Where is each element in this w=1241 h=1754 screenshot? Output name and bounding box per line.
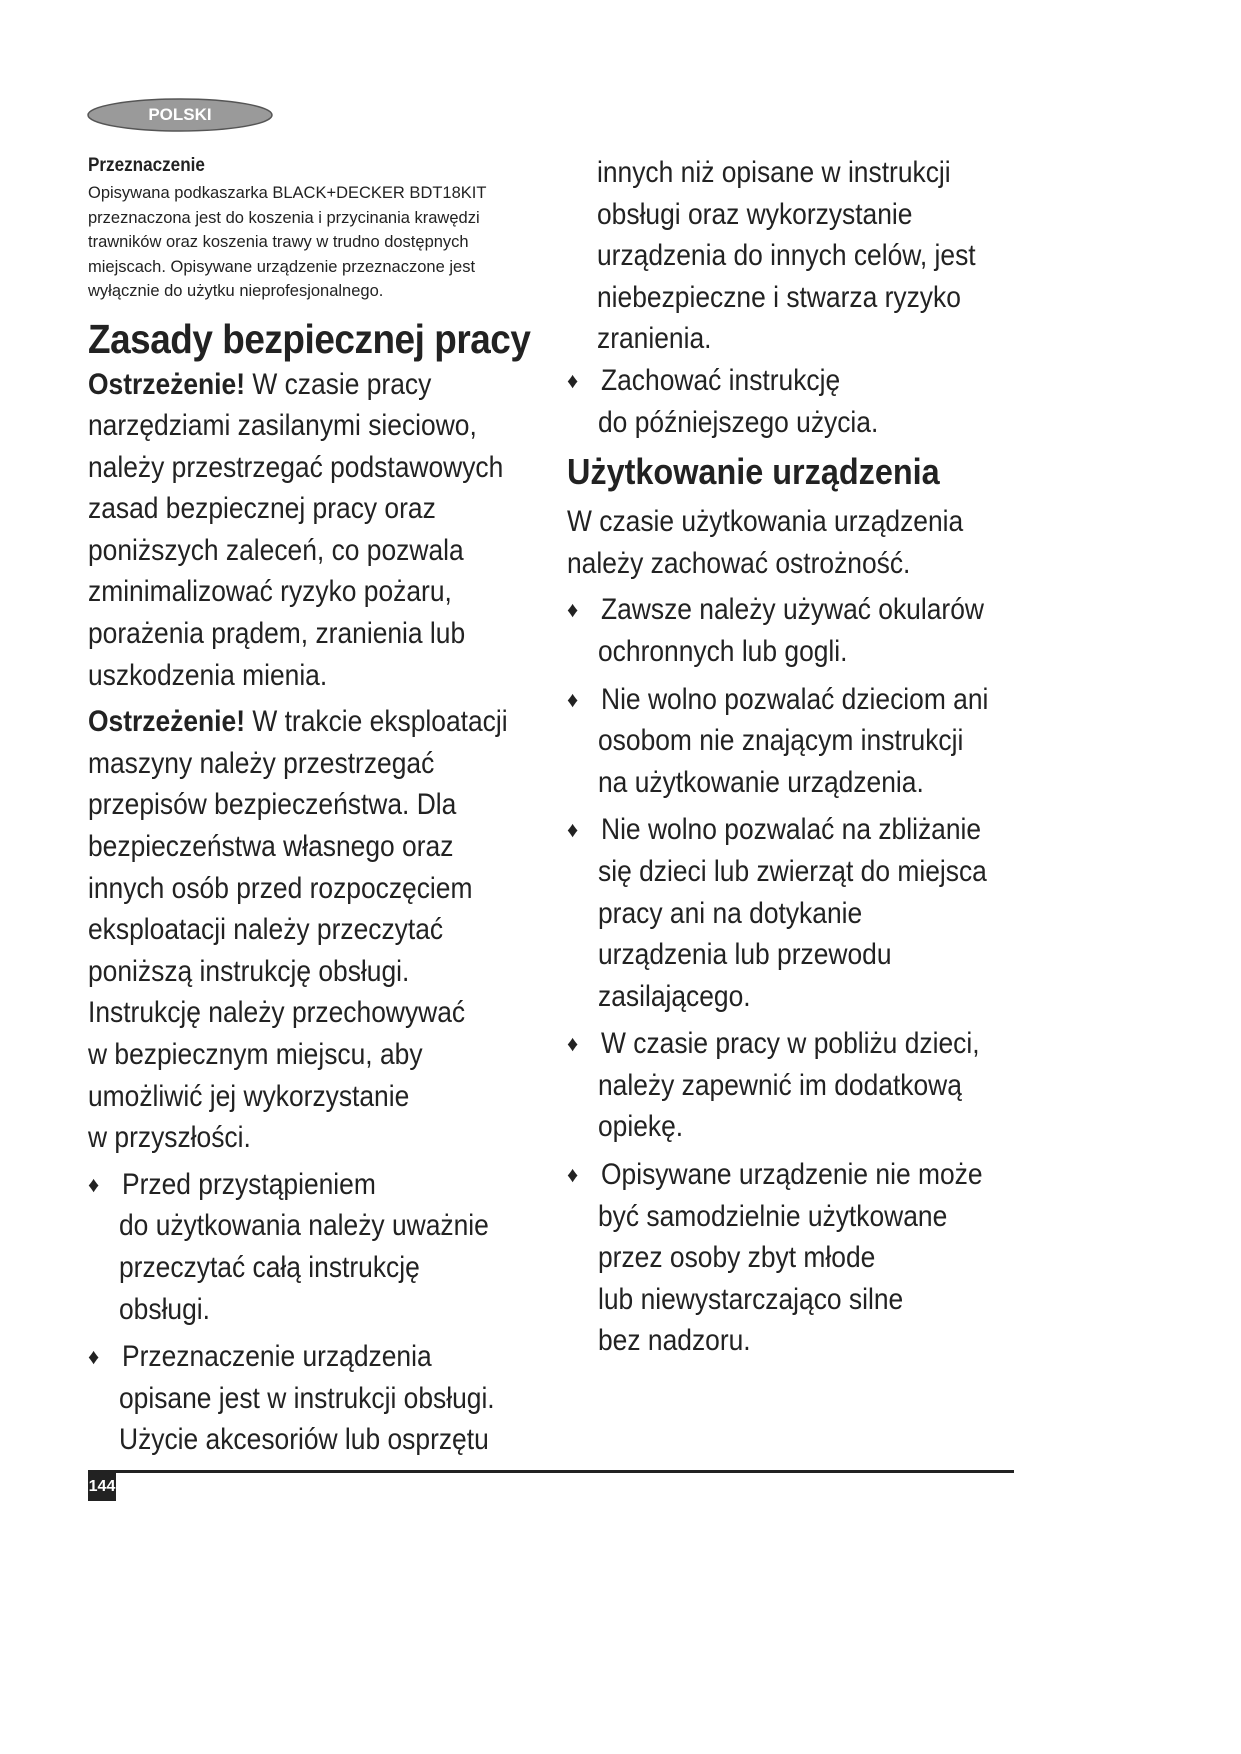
warning-text-line: W czasie pracy	[244, 367, 432, 401]
left-column	[88, 152, 558, 1467]
warning-text-line: w przyszłości.	[88, 1121, 251, 1155]
warning-paragraph-2	[88, 701, 558, 1159]
bullet-line: bez nadzoru.	[598, 1324, 751, 1358]
bullet-item	[567, 809, 1027, 1017]
intro-title: Przeznaczenie	[88, 155, 205, 176]
bullet-item	[567, 360, 1027, 443]
bullet-line: do późniejszego użycia.	[598, 405, 879, 439]
intro-line: Opisywana podkaszarka BLACK+DECKER BDT18KIT	[88, 184, 487, 202]
bullet-line: Użycie akcesoriów lub osprzętu	[119, 1423, 489, 1457]
bullet-item	[567, 589, 1027, 672]
bullet-line: W czasie pracy w pobliżu dzieci,	[601, 1027, 980, 1061]
warning-text-line: umożliwić jej wykorzystanie	[88, 1079, 410, 1113]
bullet-line: Nie wolno pozwalać na zbliżanie	[601, 813, 982, 847]
bullet-line: Zachować instrukcję	[601, 363, 841, 397]
warning-text-line: należy przestrzegać podstawowych	[88, 450, 504, 484]
warning-label: Ostrzeżenie!	[88, 367, 245, 401]
language-tab	[87, 98, 273, 132]
safety-heading: Zasady bezpiecznej pracy	[88, 315, 531, 362]
bullet-line: Przed przystąpieniem	[122, 1167, 376, 1201]
intro-line: przeznaczona jest do koszenia i przycinania krawędzi	[88, 208, 480, 227]
warning-text-line: eksploatacji należy przeczytać	[88, 913, 444, 947]
bullet-item	[567, 679, 1027, 804]
bullet-line: być samodzielnie użytkowane	[598, 1199, 948, 1233]
continuation-line: innych niż opisane w instrukcji	[597, 156, 951, 189]
diamond-bullet-icon: ♦	[567, 1031, 579, 1057]
bullet-item	[88, 1164, 558, 1330]
continuation-line: niebezpieczne i stwarza ryzyko	[597, 280, 961, 314]
usage-heading: Użytkowanie urządzenia	[567, 451, 940, 493]
warning-text-line: uszkodzenia mienia.	[88, 658, 328, 692]
continuation-line: urządzenia do innych celów, jest	[597, 239, 976, 273]
continuation-paragraph	[567, 152, 1027, 360]
intro-line: miejscach. Opisywane urządzenie przeznaczone jest	[88, 257, 476, 276]
bullet-line: Nie wolno pozwalać dzieciom ani	[601, 682, 989, 716]
warning-text-line: narzędziami zasilanymi sieciowo,	[88, 409, 477, 443]
bullet-line: ochronnych lub gogli.	[598, 634, 848, 668]
diamond-bullet-icon: ♦	[567, 686, 579, 712]
bullet-line: pracy ani na dotykanie	[598, 896, 863, 930]
bullet-item	[567, 1023, 1027, 1148]
usage-intro-line: należy zachować ostrożność.	[567, 546, 911, 580]
page-number: 144	[88, 1473, 116, 1501]
diamond-bullet-icon: ♦	[567, 597, 579, 623]
footer-rule	[88, 1470, 1014, 1473]
intro-line: wyłącznie do użytku nieprofesjonalnego.	[88, 282, 384, 300]
bullet-line: opiekę.	[598, 1110, 684, 1144]
bullet-line: przeczytać całą instrukcję	[119, 1250, 420, 1284]
intro-line: trawników oraz koszenia trawy w trudno dostępnych	[88, 233, 469, 251]
bullet-line: Zawsze należy używać okularów	[601, 593, 984, 627]
bullet-line: zasilającego.	[598, 979, 751, 1013]
bullet-line: się dzieci lub zwierząt do miejsca	[598, 854, 987, 888]
warning-text-line: zasad bezpiecznej pracy oraz	[88, 492, 436, 526]
usage-intro	[567, 501, 1027, 584]
right-column	[567, 152, 1027, 1368]
diamond-bullet-icon: ♦	[567, 1162, 579, 1188]
warning-text-line: przepisów bezpieczeństwa. Dla	[88, 788, 457, 822]
continuation-line: obsługi oraz wykorzystanie	[597, 197, 913, 231]
usage-intro-line: W czasie użytkowania urządzenia	[567, 505, 964, 539]
bullet-line: osobom nie znającym instrukcji	[598, 724, 964, 758]
warning-text-line: maszyny należy przestrzegać	[88, 746, 435, 780]
bullet-line: obsługi.	[119, 1292, 210, 1326]
warning-text-line: Instrukcję należy przechowywać	[88, 996, 466, 1030]
bullet-item	[567, 1154, 1027, 1362]
language-label: POLSKI	[148, 105, 212, 124]
bullet-line: opisane jest w instrukcji obsługi.	[119, 1381, 495, 1415]
bullet-item	[88, 1336, 558, 1461]
warning-text-line: innych osób przed rozpoczęciem	[88, 871, 473, 905]
warning-label: Ostrzeżenie!	[88, 705, 245, 739]
diamond-bullet-icon: ♦	[567, 817, 579, 843]
diamond-bullet-icon: ♦	[88, 1344, 100, 1370]
warning-text-line: zminimalizować ryzyko pożaru,	[88, 575, 452, 609]
bullet-line: przez osoby zbyt młode	[598, 1241, 876, 1275]
bullet-line: urządzenia lub przewodu	[598, 938, 892, 972]
bullet-line: na użytkowanie urządzenia.	[598, 765, 924, 799]
bullet-line: Przeznaczenie urządzenia	[122, 1340, 432, 1374]
bullet-line: należy zapewnić im dodatkową	[598, 1068, 962, 1102]
warning-paragraph-1	[88, 364, 558, 697]
warning-text-line: porażenia prądem, zranienia lub	[88, 617, 466, 651]
intro-text	[88, 181, 488, 304]
warning-text-line: poniższych zaleceń, co pozwala	[88, 533, 464, 567]
continuation-line: zranienia.	[597, 322, 712, 356]
diamond-bullet-icon: ♦	[88, 1171, 100, 1197]
bullet-line: lub niewystarczająco silne	[598, 1282, 904, 1316]
warning-text-line: bezpieczeństwa własnego oraz	[88, 830, 454, 864]
bullet-line: Opisywane urządzenie nie może	[601, 1158, 983, 1192]
diamond-bullet-icon: ♦	[567, 367, 579, 393]
bullet-line: do użytkowania należy uważnie	[119, 1209, 489, 1243]
warning-text-line: W trakcie eksploatacji	[244, 705, 508, 739]
warning-text-line: w bezpiecznym miejscu, aby	[88, 1038, 423, 1071]
warning-text-line: poniższą instrukcję obsługi.	[88, 954, 410, 988]
